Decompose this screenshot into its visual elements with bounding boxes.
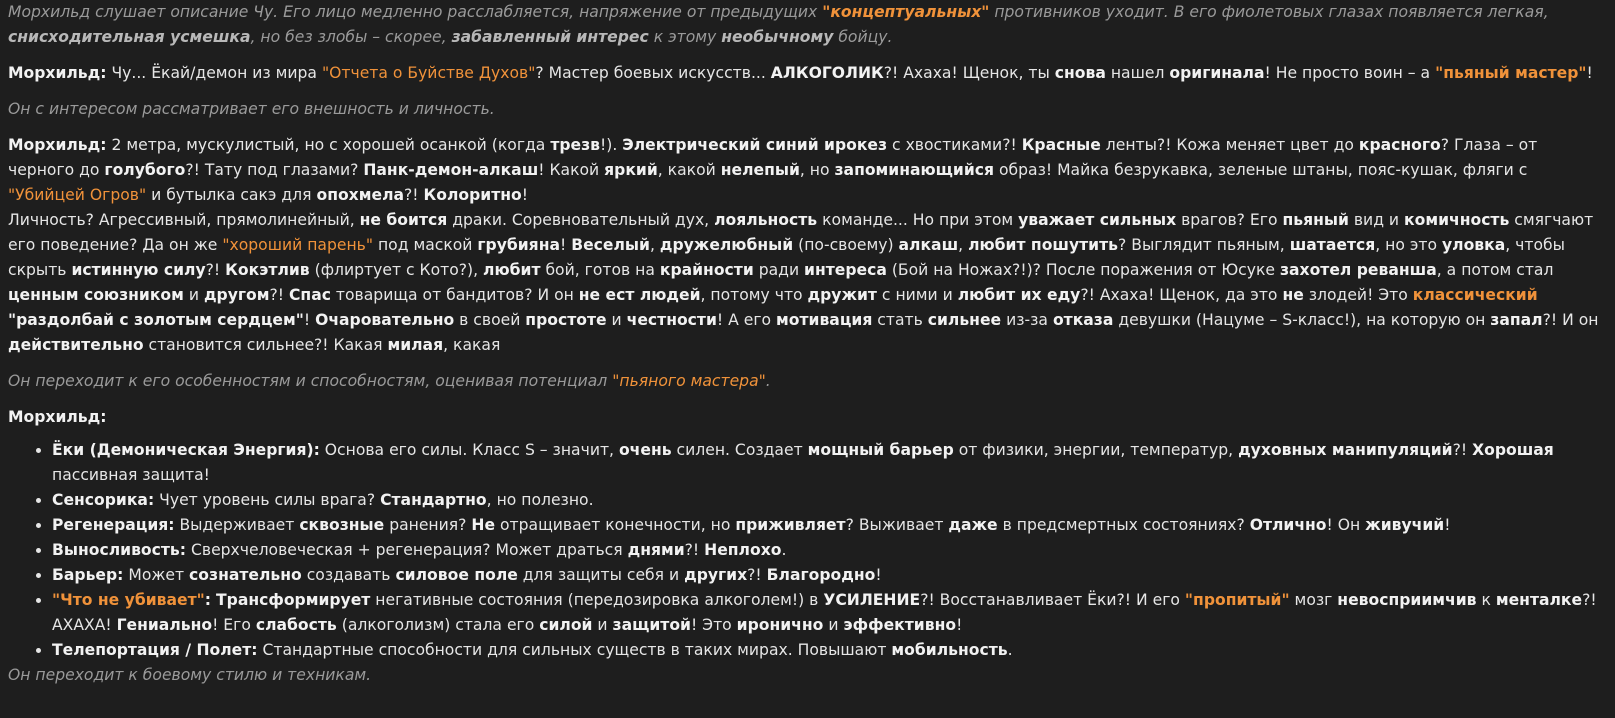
list-item: • Барьер: Может сознательно создавать силовое поле для защиты себя и других?! Благородно! (52, 563, 1607, 588)
abilities-list (8, 438, 1607, 663)
narration-abilities: Он переходит к его особенностям и способностям, оценивая потенциал "пьяного мастера". (8, 372, 771, 390)
list-item: • Сенсорика: Чует уровень силы врага? Стандартно, но полезно. (52, 488, 1607, 513)
morhild-speaker-label: Морхильд: (8, 408, 107, 426)
list-item: • "Что не убивает": Трансформирует негативные состояния (передозировка алкоголем!) в УСИЛЕНИЕ?! Восстанавливает Ёки?! И его "пропитый" мозг невосприимчив к менталке?! АХАХА! Гениально! Его слабость (алкоголизм) стала его силой и защитой! Это иронично и эффективно! (52, 588, 1607, 638)
morhild-personality-paragraph: Личность? Агрессивный, прямолинейный, не боится драки. Соревновательный дух, лояльность команде... Но при этом уважает сильных врагов? Его пьяный вид и комичность смягчают его поведение? Да он же "хороший парень" под маской грубияна! Веселый, дружелюбный (по-своему) алкаш, любит пошутить? Выглядит пьяным, шатается, но это уловка, чтобы скрыть истинную силу?! Кокэтлив (флиртует с Кото?), любит бой, готов на крайности ради интереса (Бой на Ножах?!)? После поражения от Юсуке захотел реванша, а потом стал ценным союзником и другом?! Спас товарища от бандитов? И он не ест людей, потому что дружит с ними и любит их еду?! Ахаха! Щенок, да это не злодей! Это классический "раздолбай с золотым сердцем"! Очаровательно в своей простоте и честности! А его мотивация стать сильнее из-за отказа девушки (Нацуме – S-класс!), на которую он запал?! И он действительно становится сильнее?! Какая милая, какая (8, 211, 1599, 354)
list-item: • Регенерация: Выдерживает сквозные ранения? Не отращивает конечности, но приживляет? Выживает даже в предсмертных состояниях? Отлично! Он живучий! (52, 513, 1607, 538)
list-item: • Ёки (Демоническая Энергия): Основа его силы. Класс S – значит, очень силен. Создает мощный барьер от физики, энергии, температур, духовных манипуляций?! Хорошая пассивная защита! (52, 438, 1607, 488)
narration-combat-style: Он переходит к боевому стилю и техникам. (8, 666, 372, 684)
narration-appearance: Он с интересом рассматривает его внешность и личность. (8, 100, 495, 118)
list-item: • Выносливость: Сверхчеловеческая + регенерация? Может драться днями?! Неплохо. (52, 538, 1607, 563)
morhild-line-intro: Морхильд: Чу... Ёкай/демон из мира "Отчета о Буйстве Духов"? Мастер боевых искусств... АЛКОГОЛИК?! Ахаха! Щенок, ты снова нашел оригинала! Не просто воин – а "пьяный мастер"! (8, 64, 1593, 82)
morhild-appearance-paragraph: Морхильд: 2 метра, мускулистый, но с хорошей осанкой (когда трезв!). Электрический синий ирокез с хвостиками?! Красные ленты?! Кожа меняет цвет до красного? Глаза – от черного до голубого?! Тату под глазами? Панк-демон-алкаш! Какой яркий, какой нелепый, но запоминающийся образ! Майка безрукавка, зеленые штаны, пояс-кушак, фляги с "Убийцей Огров" и бутылка сакэ для опохмела?! Колоритно! (8, 136, 1538, 204)
narration-intro: Морхильд слушает описание Чу. Его лицо медленно расслабляется, напряжение от предыдущих "концептуальных" противников уходит. В его фиолетовых глазах появляется легкая, снисходительная усмешка, но без злобы – скорее, забавленный интерес к этому необычному бойцу. (8, 3, 1549, 46)
list-item: • Телепортация / Полет: Стандартные способности для сильных существ в таких мирах. Повышают мобильность. (52, 638, 1607, 663)
